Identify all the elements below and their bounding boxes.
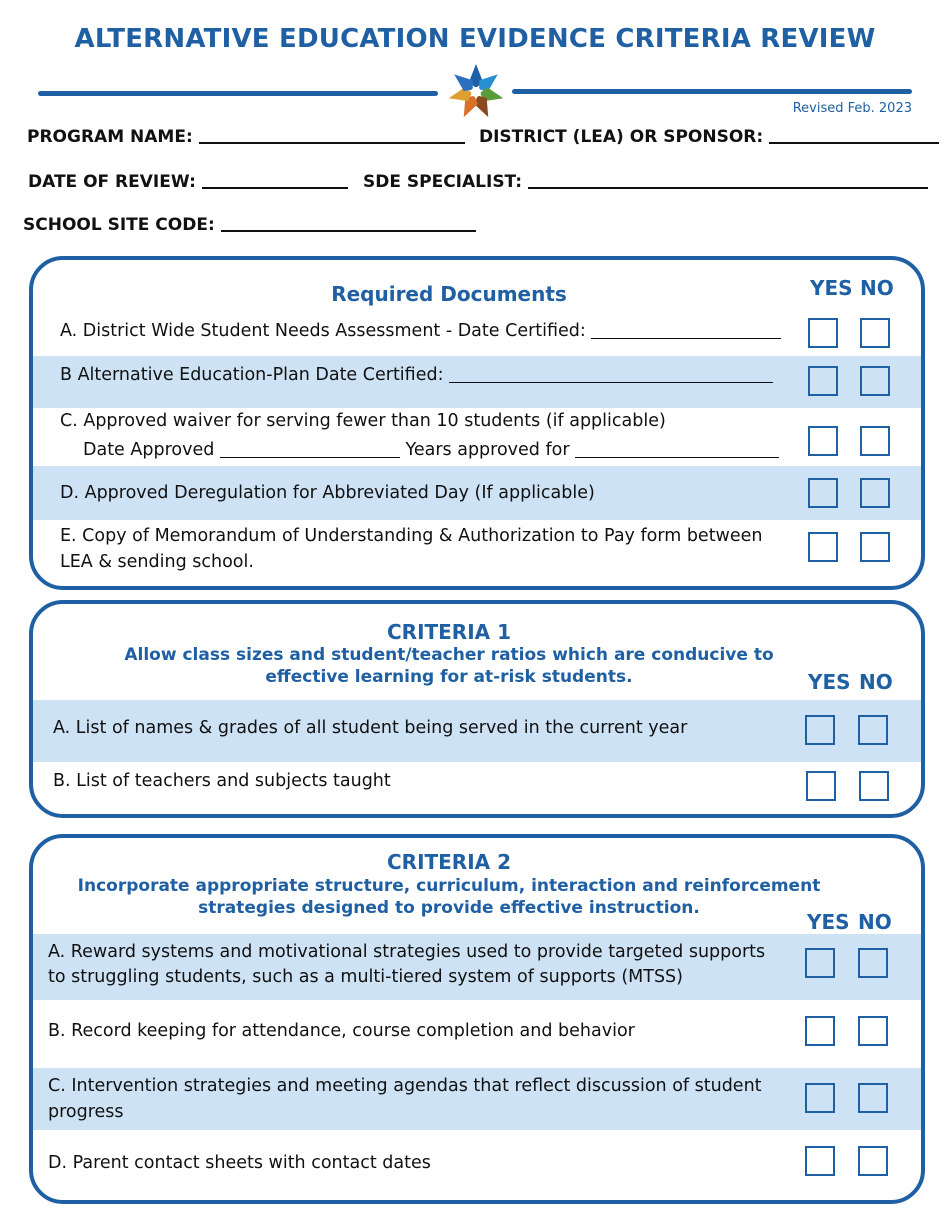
- date-of-review-field[interactable]: [28, 170, 348, 192]
- required-c-no-checkbox[interactable]: [860, 426, 890, 456]
- criteria-2-yes-header: YES: [807, 910, 850, 934]
- required-a-no-checkbox[interactable]: [860, 318, 890, 348]
- no-header: NO: [860, 276, 894, 300]
- criteria-2-row-a-line2: to struggling students, such as a multi-tiered system of supports (MTSS): [48, 967, 683, 987]
- yes-header: YES: [810, 276, 853, 300]
- criteria-1-a-no-checkbox[interactable]: [858, 715, 888, 745]
- sde-specialist-line[interactable]: [528, 170, 928, 189]
- required-row-a-text: A. District Wide Student Needs Assessment - Date Certified:: [60, 318, 781, 344]
- criteria-1-title: CRITERIA 1: [386, 620, 512, 644]
- criteria-2-c-yes-checkbox[interactable]: [805, 1083, 835, 1113]
- star-logo-icon: [446, 62, 506, 122]
- sde-specialist-label: SDE SPECIALIST:: [363, 172, 523, 192]
- school-site-code-line[interactable]: [221, 213, 476, 232]
- district-label: DISTRICT (LEA) OR SPONSOR:: [479, 127, 764, 147]
- required-e-no-checkbox[interactable]: [860, 532, 890, 562]
- required-row-c: [33, 408, 921, 466]
- school-site-code-field[interactable]: [23, 213, 476, 235]
- criteria-1-no-header: NO: [859, 670, 893, 694]
- criteria-2-row-d: [33, 1130, 921, 1196]
- criteria-1-a-yes-checkbox[interactable]: [805, 715, 835, 745]
- criteria-1-b-yes-checkbox[interactable]: [806, 771, 836, 801]
- criteria-2-panel: [29, 834, 925, 1204]
- date-approved-line[interactable]: [220, 441, 400, 458]
- criteria-2-subtitle-line1: Incorporate appropriate structure, curriculum, interaction and reinforcement: [77, 876, 821, 896]
- criteria-2-d-no-checkbox[interactable]: [858, 1146, 888, 1176]
- header-rule-right: [512, 89, 912, 94]
- page-title: ALTERNATIVE EDUCATION EVIDENCE CRITERIA REVIEW: [74, 24, 876, 54]
- years-approved-line[interactable]: [575, 441, 779, 458]
- criteria-2-row-a: [33, 934, 921, 1000]
- required-row-c-line1: C. Approved waiver for serving fewer than 10 students (if applicable): [60, 411, 666, 431]
- criteria-2-row-c-line2: progress: [48, 1102, 124, 1122]
- criteria-2-d-yes-checkbox[interactable]: [805, 1146, 835, 1176]
- criteria-1-subtitle-line1: Allow class sizes and student/teacher ratios which are conducive to: [124, 645, 774, 665]
- required-c-yes-checkbox[interactable]: [808, 426, 838, 456]
- required-row-b: [33, 356, 921, 408]
- criteria-2-c-no-checkbox[interactable]: [858, 1083, 888, 1113]
- sde-specialist-field[interactable]: [363, 170, 928, 192]
- criteria-2-subtitle-line2: strategies designed to provide effective instruction.: [198, 898, 700, 918]
- criteria-2-row-a-line1: A. Reward systems and motivational strategies used to provide targeted supports: [48, 942, 766, 962]
- date-certified-line-b[interactable]: [449, 366, 773, 383]
- criteria-2-row-d-text: D. Parent contact sheets with contact dates: [48, 1153, 431, 1173]
- criteria-1-row-a: [33, 700, 921, 762]
- required-row-e-line1: E. Copy of Memorandum of Understanding & Authorization to Pay form between: [60, 526, 763, 546]
- criteria-2-row-b-text: B. Record keeping for attendance, course completion and behavior: [48, 1021, 635, 1041]
- criteria-1-yes-header: YES: [808, 670, 851, 694]
- criteria-1-b-no-checkbox[interactable]: [859, 771, 889, 801]
- criteria-1-subtitle-line2: effective learning for at-risk students.: [265, 667, 633, 687]
- required-row-e-line2: LEA & sending school.: [60, 552, 254, 572]
- date-of-review-label: DATE OF REVIEW:: [28, 172, 196, 192]
- district-field[interactable]: [479, 125, 939, 147]
- required-d-no-checkbox[interactable]: [860, 478, 890, 508]
- criteria-2-a-no-checkbox[interactable]: [858, 948, 888, 978]
- program-name-label: PROGRAM NAME:: [27, 127, 193, 147]
- criteria-2-title: CRITERIA 2: [386, 850, 512, 874]
- required-a-yes-checkbox[interactable]: [808, 318, 838, 348]
- district-line[interactable]: [769, 125, 939, 144]
- date-certified-line-a[interactable]: [591, 322, 781, 339]
- required-documents-panel: [29, 256, 925, 590]
- required-row-e: [33, 520, 921, 582]
- criteria-2-b-no-checkbox[interactable]: [858, 1016, 888, 1046]
- required-row-b-text: B Alternative Education-Plan Date Certified:: [60, 362, 773, 388]
- required-e-yes-checkbox[interactable]: [808, 532, 838, 562]
- school-site-code-label: SCHOOL SITE CODE:: [23, 215, 215, 235]
- revised-date: Revised Feb. 2023: [792, 101, 912, 116]
- criteria-2-no-header: NO: [858, 910, 892, 934]
- program-name-line[interactable]: [199, 125, 465, 144]
- criteria-1-row-b: [33, 762, 921, 810]
- required-row-d: [33, 466, 921, 520]
- required-documents-title: Required Documents: [331, 282, 567, 306]
- required-row-c-line2: Date Approved Years approved for: [83, 437, 779, 463]
- criteria-2-b-yes-checkbox[interactable]: [805, 1016, 835, 1046]
- required-row-a: [33, 310, 921, 356]
- criteria-2-row-b: [33, 1000, 921, 1068]
- criteria-2-row-c-line1: C. Intervention strategies and meeting agendas that reflect discussion of student: [48, 1076, 762, 1096]
- date-of-review-line[interactable]: [202, 170, 348, 189]
- criteria-1-panel: [29, 600, 925, 818]
- required-d-yes-checkbox[interactable]: [808, 478, 838, 508]
- program-name-field[interactable]: [27, 125, 465, 147]
- required-b-yes-checkbox[interactable]: [808, 366, 838, 396]
- header-rule-left: [38, 91, 438, 96]
- criteria-2-row-c: [33, 1068, 921, 1130]
- criteria-1-row-a-text: A. List of names & grades of all student being served in the current year: [53, 718, 688, 738]
- required-row-d-text: D. Approved Deregulation for Abbreviated Day (If applicable): [60, 483, 595, 503]
- criteria-1-row-b-text: B. List of teachers and subjects taught: [53, 771, 391, 791]
- required-b-no-checkbox[interactable]: [860, 366, 890, 396]
- criteria-2-a-yes-checkbox[interactable]: [805, 948, 835, 978]
